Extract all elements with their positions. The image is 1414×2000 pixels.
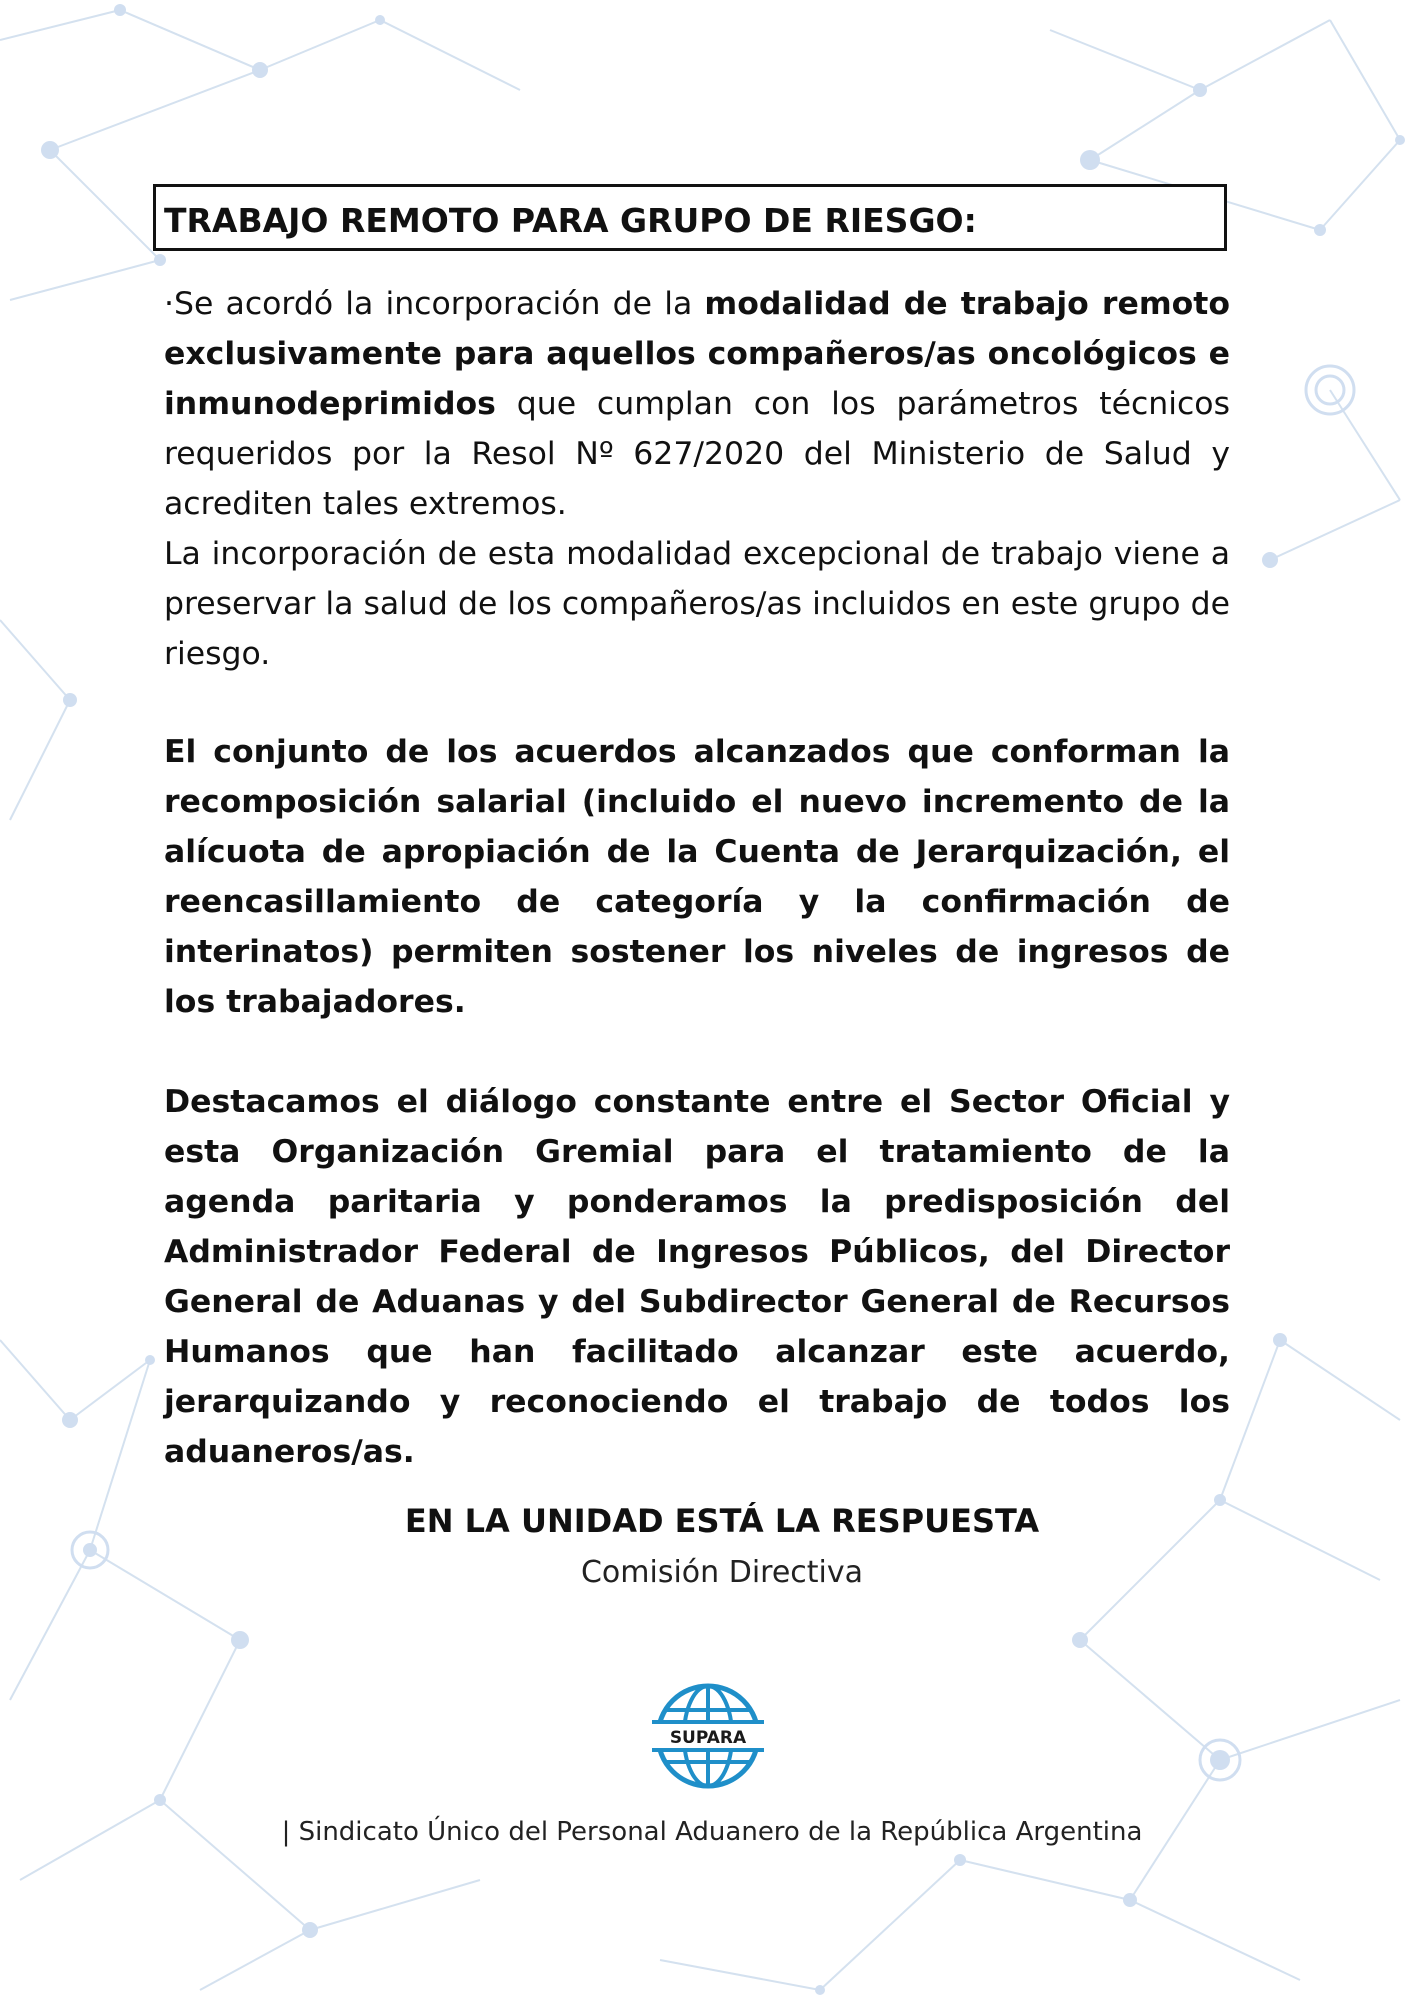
section-heading: TRABAJO REMOTO PARA GRUPO DE RIESGO: bbox=[153, 184, 1227, 251]
paragraph-remote-work-intro: ·Se acordó la incorporación de la bbox=[164, 286, 705, 322]
logo-text: SUPARA bbox=[669, 1728, 747, 1748]
footer: | Sindicato Único del Personal Aduanero de la República Argentina bbox=[281, 1817, 1143, 1847]
supara-logo bbox=[652, 1680, 764, 1792]
paragraph-remote-work-rest: que cumplan con los parámetros técnicos requeridos por la Resol Nº 627/2020 del Ministerio de Salud y acrediten tales extremos. bbox=[164, 386, 1230, 522]
paragraph-dialogue: Destacamos el diálogo constante entre el Sector Oficial y esta Organización Gremial para el tratamiento de la agenda paritaria y ponderamos la predisposición del Administrador Federal de Ingresos Públicos, del Director General de Aduanas y del Subdirector General de Recursos Humanos que han facilitado alcanzar este acuerdo, jerarquizando y reconociendo el trabajo de todos los aduaneros/as. bbox=[164, 1084, 1230, 1470]
signature: Comisión Directiva bbox=[580, 1555, 864, 1590]
paragraph-remote-work bbox=[164, 279, 1230, 529]
paragraph-health: La incorporación de esta modalidad excepcional de trabajo viene a preservar la salud de los compañeros/as incluidos en este grupo de riesgo. bbox=[164, 536, 1230, 672]
slogan: EN LA UNIDAD ESTÁ LA RESPUESTA bbox=[404, 1502, 1040, 1540]
paragraph-remote-work-bold: modalidad de trabajo remoto exclusivamente para aquellos compañeros/as oncológicos e inmunodeprimidos bbox=[164, 286, 1230, 422]
paragraph-agreements: El conjunto de los acuerdos alcanzados que conforman la recomposición salarial (incluido el nuevo incremento de la alícuota de apropiación de la Cuenta de Jerarquización, el reencasillamiento de categoría y la confirmación de interinatos) permiten sostener los niveles de ingresos de los trabajadores. bbox=[164, 734, 1230, 1020]
